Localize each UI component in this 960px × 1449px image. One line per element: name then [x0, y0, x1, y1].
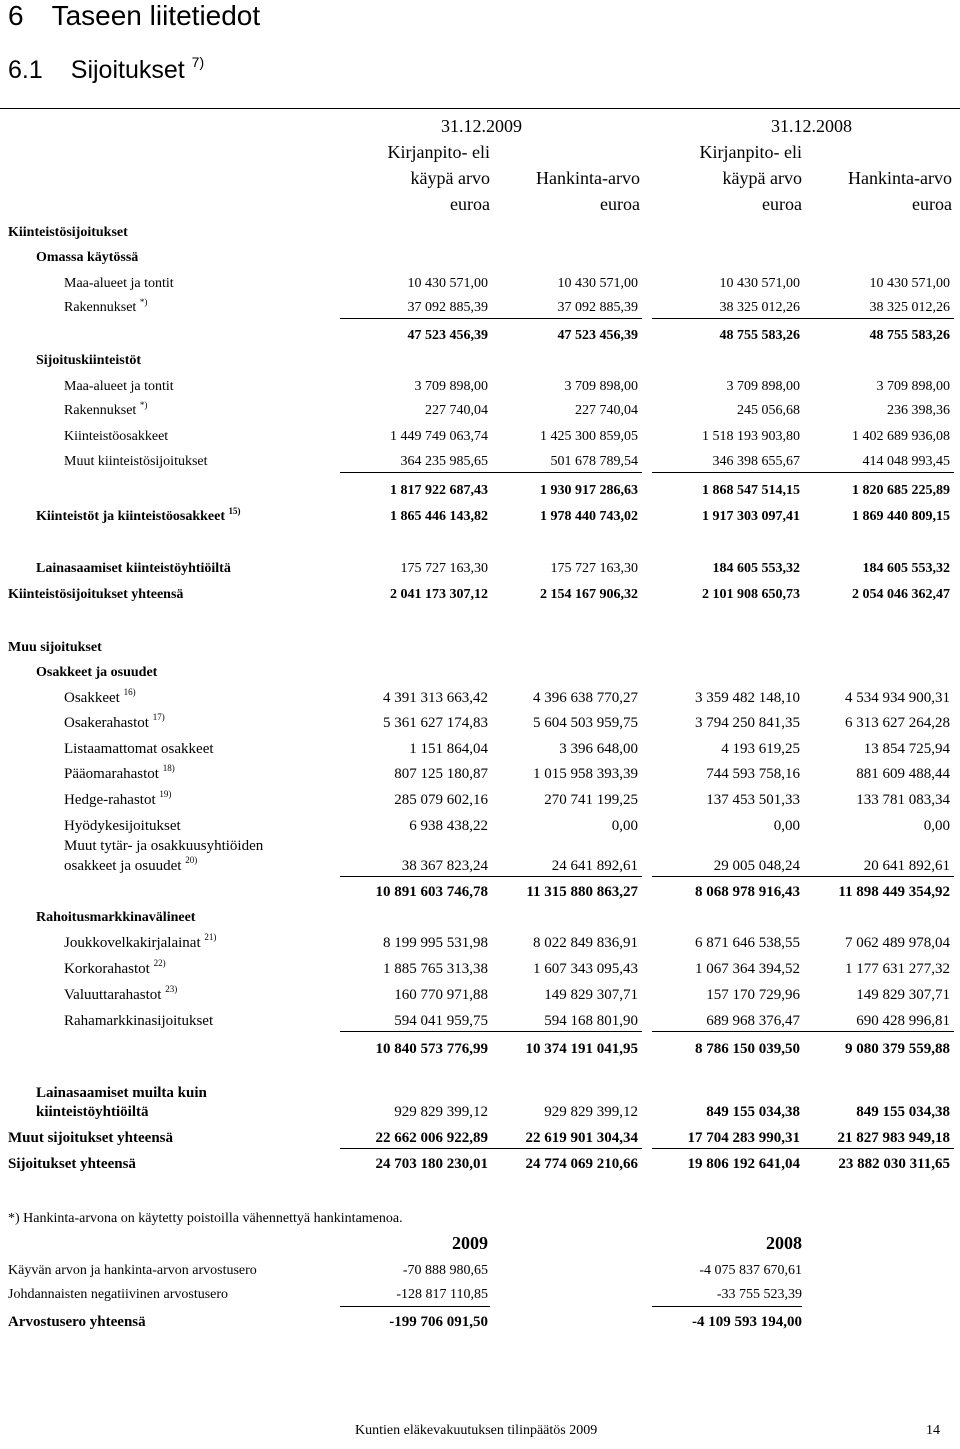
row-value: 270 741 199,25: [544, 792, 638, 808]
row-value: 10 430 571,00: [407, 276, 488, 291]
subtotal-underline: [802, 318, 954, 319]
row-label-text: Maa-alueet ja tontit: [64, 276, 174, 291]
table-row: [0, 429, 960, 449]
table-section-heading: [0, 910, 960, 930]
row-label: [64, 712, 165, 732]
row-label-text: Lainasaamiset kiinteistöyhtiöiltä: [36, 561, 231, 576]
row-label-text: Muut kiinteistösijoitukset: [64, 454, 208, 469]
table-row: [0, 789, 960, 812]
row-value: 227 740,04: [425, 403, 488, 418]
subtotal-underline: [652, 876, 804, 877]
row-note-ref: 16): [123, 687, 136, 697]
row-value: 5 361 627 174,83: [383, 715, 488, 731]
row-label: [36, 506, 241, 525]
row-value: 24 774 069 210,66: [525, 1156, 638, 1172]
subsection-number: 6.1: [8, 56, 43, 84]
subsection-title: Sijoitukset: [70, 56, 185, 84]
table-row: [0, 276, 960, 296]
row-value: 10 374 191 041,95: [525, 1041, 638, 1057]
table-section-heading: [0, 353, 960, 373]
header-c1-line2: käypä arvo: [410, 168, 490, 188]
row-value: 1 868 547 514,15: [702, 483, 800, 498]
row-value: 11 315 880 863,27: [526, 884, 638, 900]
row-note-ref: 20): [185, 855, 198, 865]
table-row: [0, 506, 960, 529]
row-note-ref: 15): [228, 506, 241, 516]
row-value: 881 609 488,44: [856, 766, 950, 782]
row-value: 10 840 573 776,99: [375, 1041, 488, 1057]
row-value: 6 313 627 264,28: [845, 715, 950, 731]
row-value: 1 885 765 313,38: [383, 961, 488, 977]
table-row: [0, 587, 960, 607]
header-c3-line1: Kirjanpito- eli: [699, 142, 802, 162]
subtotal-underline: [490, 876, 642, 877]
header-c2-line2: euroa: [600, 194, 640, 214]
subtotal-underline: [340, 1148, 492, 1149]
row-value: 48 755 583,26: [869, 328, 950, 343]
row-label-text: Listaamattomat osakkeet: [64, 741, 214, 757]
table-row: [0, 1156, 960, 1176]
summary-total-row: Arvostusero yhteensä -199 706 091,50 -4 109 593 194,00: [8, 1314, 802, 1330]
row-label: [64, 838, 263, 855]
row-label-text: Pääomarahastot: [64, 766, 159, 782]
row-value: 149 829 307,71: [544, 987, 638, 1003]
row-label: [36, 353, 141, 369]
row-value: 414 048 993,45: [862, 454, 950, 469]
row-value: 10 430 571,00: [869, 276, 950, 291]
row-value: 38 325 012,26: [719, 300, 800, 315]
row-label: [64, 429, 168, 445]
row-value: 690 428 996,81: [856, 1013, 950, 1029]
table-row: [0, 379, 960, 399]
row-value: 24 703 180 230,01: [375, 1156, 488, 1172]
row-label: [8, 587, 183, 603]
row-value: 364 235 985,65: [400, 454, 488, 469]
summary-year-2008: 2008: [766, 1233, 802, 1253]
row-value: 22 619 901 304,34: [525, 1130, 638, 1146]
row-note-ref: 23): [165, 984, 178, 994]
subsection-heading: [8, 56, 204, 85]
table-section-heading: [0, 640, 960, 660]
row-value: 285 079 602,16: [394, 792, 488, 808]
row-label: [8, 225, 128, 241]
summary-underline: [652, 1306, 802, 1307]
table-row: [0, 297, 960, 320]
header-c4-line2: euroa: [912, 194, 952, 214]
row-value: 184 605 553,32: [862, 561, 950, 576]
row-label: [8, 1156, 136, 1173]
table-section-heading: [0, 1085, 960, 1105]
row-value: 1 518 193 903,80: [702, 429, 800, 444]
table-row: [0, 741, 960, 761]
row-label: [64, 1013, 213, 1030]
row-label-text: Muut sijoitukset yhteensä: [8, 1130, 174, 1146]
row-value: 1 930 917 286,63: [540, 483, 638, 498]
subtotal-underline: [652, 1031, 804, 1032]
row-value: 594 168 801,90: [544, 1013, 638, 1029]
row-label: [64, 789, 172, 809]
row-label: [36, 1104, 149, 1121]
row-value: 594 041 959,75: [394, 1013, 488, 1029]
subtotal-underline: [490, 318, 642, 319]
row-value: 8 786 150 039,50: [695, 1041, 800, 1057]
row-value: 3 359 482 148,10: [695, 690, 800, 706]
row-value: 3 709 898,00: [414, 379, 488, 394]
row-value: 689 968 376,47: [706, 1013, 800, 1029]
table-row: [0, 884, 960, 904]
row-value: 245 056,68: [737, 403, 800, 418]
table-row: [0, 818, 960, 838]
row-label: [36, 665, 157, 681]
summary-year-headers: [0, 1233, 960, 1257]
subtotal-underline: [652, 1148, 804, 1149]
row-label-text: Lainasaamiset muilta kuin: [36, 1085, 207, 1101]
row-label-text: Kiinteistöosakkeet: [64, 429, 169, 444]
row-value: 5 604 503 959,75: [533, 715, 638, 731]
row-label: [64, 984, 178, 1004]
summary-underline: [340, 1306, 490, 1307]
section-title: Taseen liitetiedot: [51, 0, 261, 31]
table-section-heading: [0, 250, 960, 270]
row-value: 8 068 978 916,43: [695, 884, 800, 900]
table-row: [0, 454, 960, 474]
row-label: [36, 561, 231, 577]
row-value: 175 727 163,30: [400, 561, 488, 576]
row-label-text: Korkorahastot: [64, 961, 150, 977]
row-value: 849 155 034,38: [706, 1104, 800, 1120]
row-value: 149 829 307,71: [856, 987, 950, 1003]
row-label: [64, 687, 136, 707]
row-label-text: Osakkeet ja osuudet: [36, 665, 158, 680]
heading-rule: [0, 108, 960, 109]
section-number: 6: [8, 0, 24, 31]
row-value: 807 125 180,87: [394, 766, 488, 782]
row-label: [64, 958, 166, 978]
row-value: 6 871 646 538,55: [695, 935, 800, 951]
row-value: 4 534 934 900,31: [845, 690, 950, 706]
summary-row: Käyvän arvon ja hankinta-arvon arvostusero -70 888 980,65 -4 075 837 670,61: [8, 1263, 802, 1278]
row-label-text: Sijoituskiinteistöt: [36, 353, 142, 368]
subtotal-underline: [802, 1031, 954, 1032]
table-section-heading: [0, 665, 960, 685]
row-label: [64, 855, 198, 875]
row-value: 23 882 030 311,65: [838, 1156, 950, 1172]
row-value: 10 430 571,00: [719, 276, 800, 291]
row-value: 0,00: [773, 818, 800, 834]
row-value: 0,00: [923, 818, 950, 834]
subtotal-underline: [802, 876, 954, 877]
row-value: 3 709 898,00: [876, 379, 950, 394]
header-c2-line1: Hankinta-arvo: [536, 168, 640, 188]
row-value: 20 641 892,61: [863, 858, 950, 874]
row-value: 236 398,36: [887, 403, 950, 418]
summary-year-2009: 2009: [452, 1233, 488, 1253]
table-row: [0, 1041, 960, 1061]
row-label: [8, 640, 102, 656]
row-value: 6 938 438,22: [409, 818, 488, 834]
row-label-text: Kiinteistösijoitukset: [8, 225, 128, 240]
table-row: [0, 763, 960, 786]
row-value: 1 607 343 095,43: [533, 961, 638, 977]
row-label-text: Joukkovelkakirjalainat: [64, 935, 201, 951]
row-value: 19 806 192 641,04: [687, 1156, 800, 1172]
section-heading: [8, 0, 260, 32]
row-label-text: Muu sijoitukset: [8, 640, 102, 655]
row-value: 47 523 456,39: [407, 328, 488, 343]
row-label-text: Valuuttarahastot: [64, 987, 162, 1003]
row-label-text: Rakennukset: [64, 300, 137, 315]
row-label-text: Rahamarkkinasijoitukset: [64, 1013, 214, 1029]
row-value: 10 891 603 746,78: [375, 884, 488, 900]
row-label: [64, 379, 174, 395]
table-row: [0, 958, 960, 981]
row-value: 744 593 758,16: [706, 766, 800, 782]
footer-title: Kuntien eläkevakuutuksen tilinpäätös 2009: [355, 1423, 598, 1438]
table-row: [0, 400, 960, 423]
summary-row: Johdannaisten negatiivinen arvostusero -128 817 110,85 -33 755 523,39: [8, 1287, 802, 1302]
row-value: 17 704 283 990,31: [687, 1130, 800, 1146]
row-value: 2 041 173 307,12: [390, 587, 488, 602]
row-value: 8 022 849 836,91: [533, 935, 638, 951]
table-section-heading: [0, 838, 960, 858]
row-value: 175 727 163,30: [550, 561, 638, 576]
row-value: 38 367 823,24: [401, 858, 488, 874]
row-value: 3 794 250 841,35: [695, 715, 800, 731]
row-value: 1 425 300 859,05: [540, 429, 638, 444]
row-value: 21 827 983 949,18: [837, 1130, 950, 1146]
row-value: 929 829 399,12: [394, 1104, 488, 1120]
row-value: 37 092 885,39: [407, 300, 488, 315]
row-value: 1 869 440 809,15: [852, 509, 950, 524]
row-value: 4 396 638 770,27: [533, 690, 638, 706]
header-c4-line1: Hankinta-arvo: [848, 168, 952, 188]
row-value: 7 062 489 978,04: [845, 935, 950, 951]
row-value: 13 854 725,94: [863, 741, 950, 757]
row-label-text: Rakennukset: [64, 403, 137, 418]
row-label-text: Osakkeet: [64, 690, 120, 706]
row-value: 1 917 303 097,41: [702, 509, 800, 524]
row-value: 1 015 958 393,39: [533, 766, 638, 782]
row-value: 227 740,04: [575, 403, 638, 418]
row-value: 37 092 885,39: [557, 300, 638, 315]
row-note-ref: 19): [159, 789, 172, 799]
row-label: [64, 818, 181, 835]
row-label-text: Omassa käytössä: [36, 250, 139, 265]
row-value: 9 080 379 559,88: [845, 1041, 950, 1057]
row-note-ref: 18): [162, 763, 175, 773]
row-value: 24 641 892,61: [551, 858, 638, 874]
row-value: 1 820 685 225,89: [852, 483, 950, 498]
header-date-2008: 31.12.2008: [771, 116, 852, 136]
header-c1-line3: euroa: [450, 194, 490, 214]
footer-page-number: 14: [926, 1423, 940, 1438]
table-row: [0, 687, 960, 710]
header-c1-line1: Kirjanpito- eli: [387, 142, 490, 162]
table-row: [0, 1013, 960, 1033]
table-row: [0, 932, 960, 955]
row-value: 1 449 749 063,74: [390, 429, 488, 444]
subtotal-underline: [490, 1031, 642, 1032]
row-value: 3 709 898,00: [726, 379, 800, 394]
table-section-heading: [0, 225, 960, 245]
table-row: [0, 712, 960, 735]
subtotal-underline: [490, 1148, 642, 1149]
row-value: 160 770 971,88: [394, 987, 488, 1003]
row-value: 133 781 083,34: [856, 792, 950, 808]
row-value: 1 865 446 143,82: [390, 509, 488, 524]
row-note-ref: 21): [204, 932, 217, 942]
subtotal-underline: [340, 472, 492, 473]
row-value: 1 067 364 394,52: [695, 961, 800, 977]
row-value: 3 396 648,00: [559, 741, 638, 757]
row-value: 2 054 046 362,47: [852, 587, 950, 602]
row-label: [64, 276, 174, 292]
row-label: [36, 1085, 207, 1102]
row-label-text: Osakerahastot: [64, 715, 149, 731]
row-label: [64, 400, 148, 419]
header-c3-line3: euroa: [762, 194, 802, 214]
row-value: 22 662 006 922,89: [375, 1130, 488, 1146]
row-value: 8 199 995 531,98: [383, 935, 488, 951]
row-label: [8, 1130, 173, 1147]
row-value: 38 325 012,26: [869, 300, 950, 315]
row-value: 4 193 619,25: [721, 741, 800, 757]
row-label: [64, 932, 217, 952]
row-label-text: kiinteistöyhtiöiltä: [36, 1104, 149, 1120]
subtotal-underline: [490, 472, 642, 473]
table-row: [0, 483, 960, 503]
row-value: 929 829 399,12: [544, 1104, 638, 1120]
row-label: [36, 910, 195, 926]
row-value: 184 605 553,32: [712, 561, 800, 576]
subtotal-underline: [802, 472, 954, 473]
row-value: 47 523 456,39: [557, 328, 638, 343]
row-label: [64, 763, 175, 783]
row-value: 2 101 908 650,73: [702, 587, 800, 602]
row-value: 346 398 655,67: [712, 454, 800, 469]
row-label-text: Rahoitusmarkkinavälineet: [36, 910, 196, 925]
row-value: 0,00: [611, 818, 638, 834]
row-label-text: Hedge-rahastot: [64, 792, 156, 808]
row-value: 137 453 501,33: [706, 792, 800, 808]
row-label: [64, 297, 148, 316]
row-note-ref: 17): [152, 712, 165, 722]
row-note-ref: 22): [153, 958, 166, 968]
table-row: [0, 1104, 960, 1124]
header-c3-line2: käypä arvo: [722, 168, 802, 188]
subtotal-underline: [340, 1031, 492, 1032]
subtotal-underline: [802, 1148, 954, 1149]
row-label-text: Hyödykesijoitukset: [64, 818, 181, 834]
row-value: 29 005 048,24: [713, 858, 800, 874]
row-value: 1 177 631 277,32: [845, 961, 950, 977]
row-value: 2 154 167 906,32: [540, 587, 638, 602]
table-row: [0, 328, 960, 348]
row-value: 10 430 571,00: [557, 276, 638, 291]
row-label-text: Kiinteistösijoitukset yhteensä: [8, 587, 184, 602]
table-row: [0, 1130, 960, 1150]
row-note-ref: *): [139, 297, 148, 307]
row-value: 1 978 440 743,02: [540, 509, 638, 524]
row-value: 4 391 313 663,42: [383, 690, 488, 706]
row-value: 501 678 789,54: [550, 454, 638, 469]
row-value: 849 155 034,38: [856, 1104, 950, 1120]
footnote: *) Hankinta-arvona on käytetty poistoilla vähennettyä hankintamenoa.: [8, 1211, 403, 1226]
subtotal-underline: [340, 876, 492, 877]
subtotal-underline: [652, 318, 804, 319]
row-note-ref: *): [139, 400, 148, 410]
row-label-text: Sijoitukset yhteensä: [8, 1156, 136, 1172]
row-value: 48 755 583,26: [719, 328, 800, 343]
row-value: 1 402 689 936,08: [852, 429, 950, 444]
table-row: [0, 984, 960, 1007]
subtotal-underline: [652, 472, 804, 473]
table-row: [0, 855, 960, 878]
row-label-text: Muut tytär- ja osakkuusyhtiöiden: [64, 838, 264, 854]
row-label-text: Kiinteistöt ja kiinteistöosakkeet: [36, 509, 225, 524]
row-value: 1 817 922 687,43: [390, 483, 488, 498]
row-value: 1 151 864,04: [409, 741, 488, 757]
header-date-2009: 31.12.2009: [441, 116, 522, 136]
row-label: [64, 454, 208, 470]
table-row: [0, 561, 960, 581]
row-label-text: Maa-alueet ja tontit: [64, 379, 174, 394]
row-label: [36, 250, 138, 266]
subtotal-underline: [340, 318, 492, 319]
row-label: [64, 741, 214, 758]
subsection-note: 7): [191, 54, 205, 70]
row-value: 3 709 898,00: [564, 379, 638, 394]
row-value: 157 170 729,96: [706, 987, 800, 1003]
row-label-text: osakkeet ja osuudet: [64, 858, 182, 874]
row-value: 11 898 449 354,92: [838, 884, 950, 900]
